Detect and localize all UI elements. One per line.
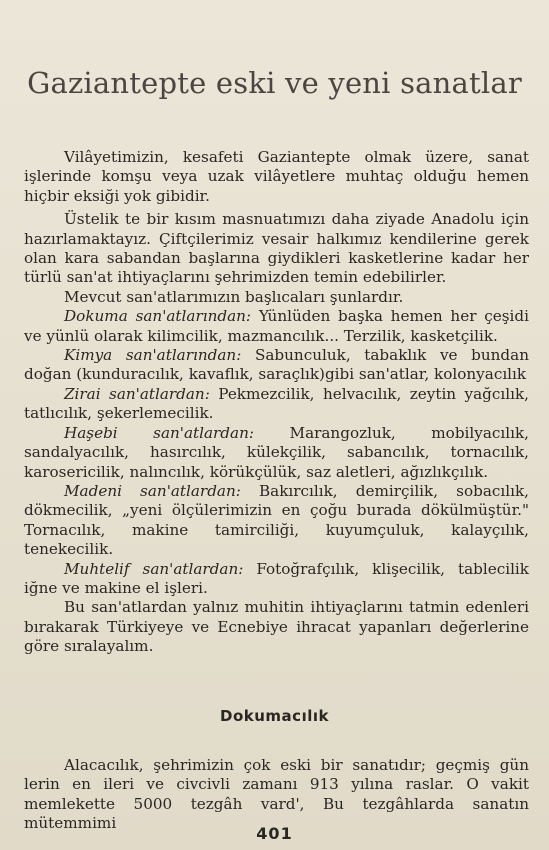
paragraph-madeni (24, 482, 529, 560)
article-body (24, 148, 529, 657)
paragraph-muhtelif (24, 560, 529, 599)
paragraph-text: Fotoğrafçılık, klişecilik, tablecilik iğne ve makine el işleri. (24, 559, 529, 597)
paragraph-text: Bakırcılık, demirçilik, sobacılık, dökmecilik, „yeni ölçülerimizin en çoğu burada dökülmüştür." Tornacılık, makine tamirciliği, kuyumçuluk, kalayçılık, tenekecilik. (24, 481, 529, 559)
section-heading: Dokumacılık (220, 707, 329, 725)
page-title: Gaziantepte eski ve yeni sanatlar (27, 66, 522, 100)
paragraph-text: Marangozluk, mobilyacılık, sandalyacılık, hasırcılık, külekçilik, sabancılık, tornacılık, karosericilik, nalıncılık, körükçülük, saz aletleri, ağızlıkçılık. (24, 423, 529, 481)
paragraph-kimya (24, 346, 529, 385)
paragraph-text: Üstelik te bir kısım masnuatımızı daha ziyade Anadolu için hazırlamaktayız. Çiftçilerimiz vesair halkımız kendilerine gerek olan kara sabandan başlarına giydikleri kasketlerine kadar her türlü san'at ihtiyaçlarını şehrimizden temin edebilirler. (24, 210, 529, 287)
paragraph-list-intro (24, 288, 529, 307)
category-label: Muhtelif san'atlardan: (64, 559, 244, 578)
paragraph-text: Bu san'atlardan yalnız muhitin ihtiyaçlarını tatmin edenleri bırakarak Türkiyeye ve Ecnebiye ihracat yapanları değerlerine göre sıralayalım. (24, 598, 529, 656)
paragraph-hasebi (24, 424, 529, 482)
paragraph-ihracat (24, 598, 529, 656)
category-label: Dokuma san'atlarından: (64, 307, 252, 326)
category-label: Zirai san'atlardan: (64, 384, 210, 403)
paragraph-dokuma (24, 307, 529, 346)
paragraph-intro (24, 148, 529, 206)
category-label: Kimya san'atlarından: (64, 346, 242, 365)
page-number: 401 (256, 824, 293, 843)
section-body (24, 756, 529, 834)
paragraph-anadolu (24, 210, 529, 288)
paragraph-text: Vilâyetimizin, kesafeti Gaziantepte olmak üzere, sanat işlerinde komşu veya uzak vilâyetlere muhtaç olduğu hemen hiçbir eksiği yok gibidir. (24, 148, 529, 205)
paragraph-zirai (24, 385, 529, 424)
paragraph-text: Sabunculuk, tabaklık ve bundan doğan (kunduracılık, kavaflık, saraçlık)gibi san'atlar, kolonyacılık (24, 346, 529, 384)
category-label: Madeni san'atlardan: (64, 481, 241, 500)
category-label: Haşebi san'atlardan: (64, 423, 254, 442)
paragraph-alacacilik: Alacacılık, şehrimizin çok eski bir sanatıdır; geçmiş gün lerin en ileri ve civcivli zamanı 913 yılına raslar. O vakit memlekette 5000 tezgâh vard', Bu tezgâhlarda sanatın mütemmimi (24, 756, 529, 833)
paragraph-text: Yünlüden başka hemen her çeşidi ve yünlü olarak kilimcilik, mazmancılık... Terzilik, kasketçilik. (24, 307, 529, 345)
paragraph-text: Mevcut san'atlarımızın başlıcaları şunlardır. (64, 287, 404, 306)
paragraph-text: Pekmezcilik, helvacılık, zeytin yağcılık, tatlıcılık, şekerlemecilik. (24, 384, 529, 423)
